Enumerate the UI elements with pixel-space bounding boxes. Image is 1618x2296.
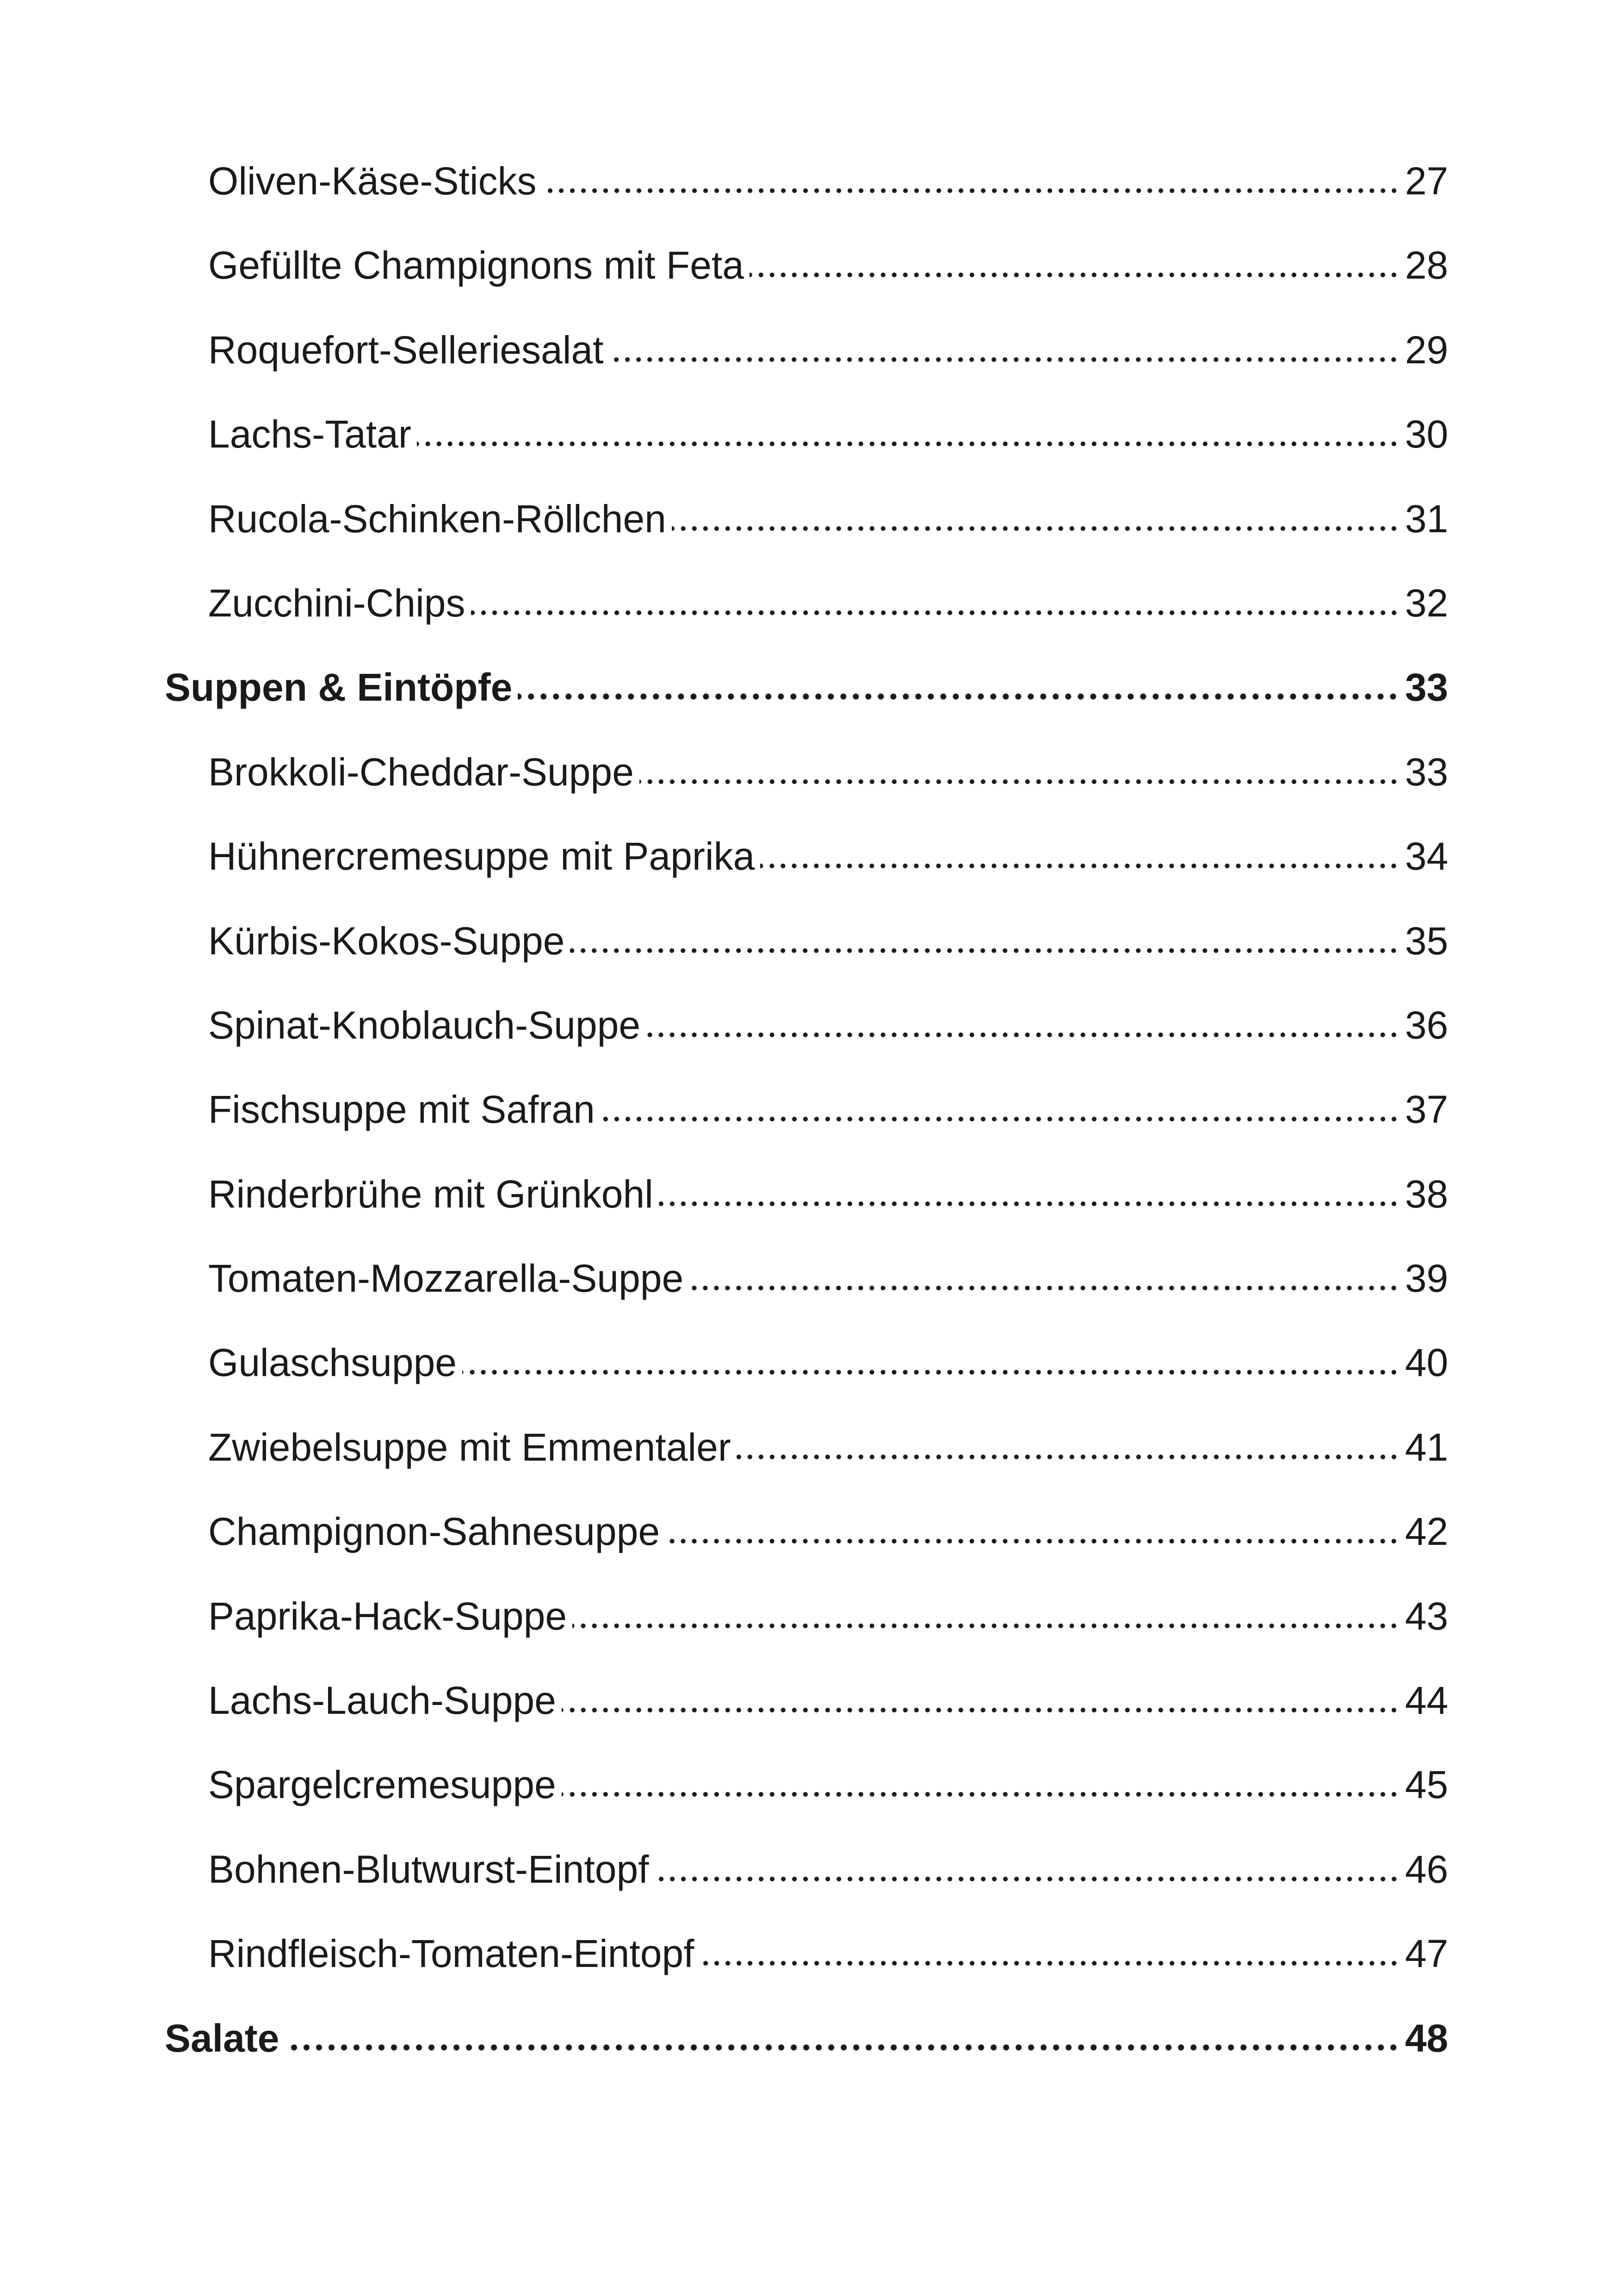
dot-leader [646,1000,1400,1039]
toc-entry-page-number: 28 [1405,243,1448,287]
dot-leader [471,578,1400,616]
dot-leader [518,662,1399,701]
toc-entry[interactable] [165,1084,1448,1168]
toc-entry[interactable] [165,1422,1448,1506]
dot-leader [665,1506,1400,1545]
toc-entry[interactable] [165,1591,1448,1675]
toc-entry-title: Lachs-Lauch-Suppe [208,1679,556,1723]
toc-entry-page-number: 45 [1405,1763,1448,1807]
toc-entry-page-number: 37 [1405,1088,1448,1132]
toc-entry-title: Tomaten-Mozzarella-Suppe [208,1257,684,1300]
dot-leader [672,493,1400,532]
toc-entry-page-number: 47 [1405,1932,1448,1976]
toc-section-title: Suppen & Eintöpfe [165,666,513,709]
dot-leader [655,1844,1400,1883]
toc-entry-title: Spinat-Knoblauch-Suppe [208,1003,641,1047]
toc-entry-page-number: 38 [1405,1172,1448,1216]
toc-entry[interactable] [165,1675,1448,1759]
toc-entry[interactable] [165,1928,1448,2012]
toc-entry-page-number: 27 [1405,159,1448,203]
toc-entry-page-number: 46 [1405,1847,1448,1891]
toc-entry-page-number: 39 [1405,1257,1448,1300]
dot-leader [572,1591,1400,1630]
toc-entry[interactable] [165,324,1448,409]
toc-entry[interactable] [165,747,1448,831]
toc-entry-title: Brokkoli-Cheddar-Suppe [208,750,634,794]
toc-entry-page-number: 41 [1405,1425,1448,1469]
toc-entry-page-number: 35 [1405,919,1448,963]
toc-entry-title: Zucchini-Chips [208,581,465,625]
dot-leader [542,156,1400,194]
dot-leader [285,2013,1400,2052]
toc-entry[interactable] [165,1759,1448,1843]
dot-leader [639,747,1400,785]
toc-entry-title: Lachs-Tatar [208,412,411,456]
toc-section-heading[interactable] [165,2013,1448,2097]
dot-leader [750,240,1400,279]
toc-entry-page-number: 36 [1405,1003,1448,1047]
dot-leader [417,409,1400,448]
toc-entry-page-number: 40 [1405,1341,1448,1385]
toc-entry-title: Fischsuppe mit Safran [208,1088,595,1132]
toc-entry-page-number: 29 [1405,328,1448,372]
toc-entry-page-number: 43 [1405,1594,1448,1638]
toc-entry[interactable] [165,1337,1448,1421]
dot-leader [570,915,1399,954]
toc-entry[interactable] [165,1000,1448,1084]
toc-entry-page-number: 42 [1405,1510,1448,1554]
toc-entry-title: Kürbis-Kokos-Suppe [208,919,565,963]
toc-entry-page-number: 34 [1405,834,1448,878]
dot-leader [601,1084,1400,1123]
toc-entry-title: Rinderbrühe mit Grünkohl [208,1172,653,1216]
dot-leader [700,1928,1400,1967]
toc-entry-title: Rucola-Schinken-Röllchen [208,497,666,541]
toc-entry-title: Gefüllte Champignons mit Feta [208,243,744,287]
dot-leader [689,1253,1399,1292]
toc-entry-title: Roquefort-Selleriesalat [208,328,604,372]
dot-leader [659,1169,1400,1207]
toc-entry-page-number: 31 [1405,497,1448,541]
toc-entry[interactable] [165,578,1448,662]
toc-entry-page-number: 32 [1405,581,1448,625]
toc-section-title: Salate [165,2016,279,2060]
toc-entry-title: Spargelcremesuppe [208,1763,556,1807]
toc-section-page-number: 33 [1405,666,1448,709]
toc-section-heading[interactable] [165,662,1448,746]
dot-leader [760,831,1399,870]
dot-leader [562,1675,1400,1714]
toc-entry-title: Champignon-Sahnesuppe [208,1510,660,1554]
toc-entry[interactable] [165,493,1448,578]
toc-entry-title: Oliven-Käse-Sticks [208,159,537,203]
toc-entry[interactable] [165,831,1448,915]
toc-entry[interactable] [165,1844,1448,1928]
toc-entry-title: Bohnen-Blutwurst-Eintopf [208,1847,649,1891]
dot-leader [562,1759,1400,1798]
toc-entry[interactable] [165,1506,1448,1590]
toc-entry[interactable] [165,1169,1448,1253]
toc-entry-title: Hühnercremesuppe mit Paprika [208,834,755,878]
toc-entry-title: Paprika-Hack-Suppe [208,1594,567,1638]
toc-section-page-number: 48 [1405,2016,1448,2060]
toc-entry[interactable] [165,156,1448,240]
dot-leader [609,324,1399,363]
toc-entry-title: Rindfleisch-Tomaten-Eintopf [208,1932,694,1976]
toc-entry[interactable] [165,240,1448,324]
toc-entry[interactable] [165,1253,1448,1337]
toc-entry-page-number: 33 [1405,750,1448,794]
dot-leader [737,1422,1400,1461]
table-of-contents [165,156,1448,2097]
toc-entry[interactable] [165,915,1448,1000]
toc-entry-title: Zwiebelsuppe mit Emmentaler [208,1425,731,1469]
toc-entry-page-number: 30 [1405,412,1448,456]
toc-entry-page-number: 44 [1405,1679,1448,1723]
toc-entry-title: Gulaschsuppe [208,1341,457,1385]
toc-entry[interactable] [165,409,1448,493]
dot-leader [462,1337,1400,1376]
